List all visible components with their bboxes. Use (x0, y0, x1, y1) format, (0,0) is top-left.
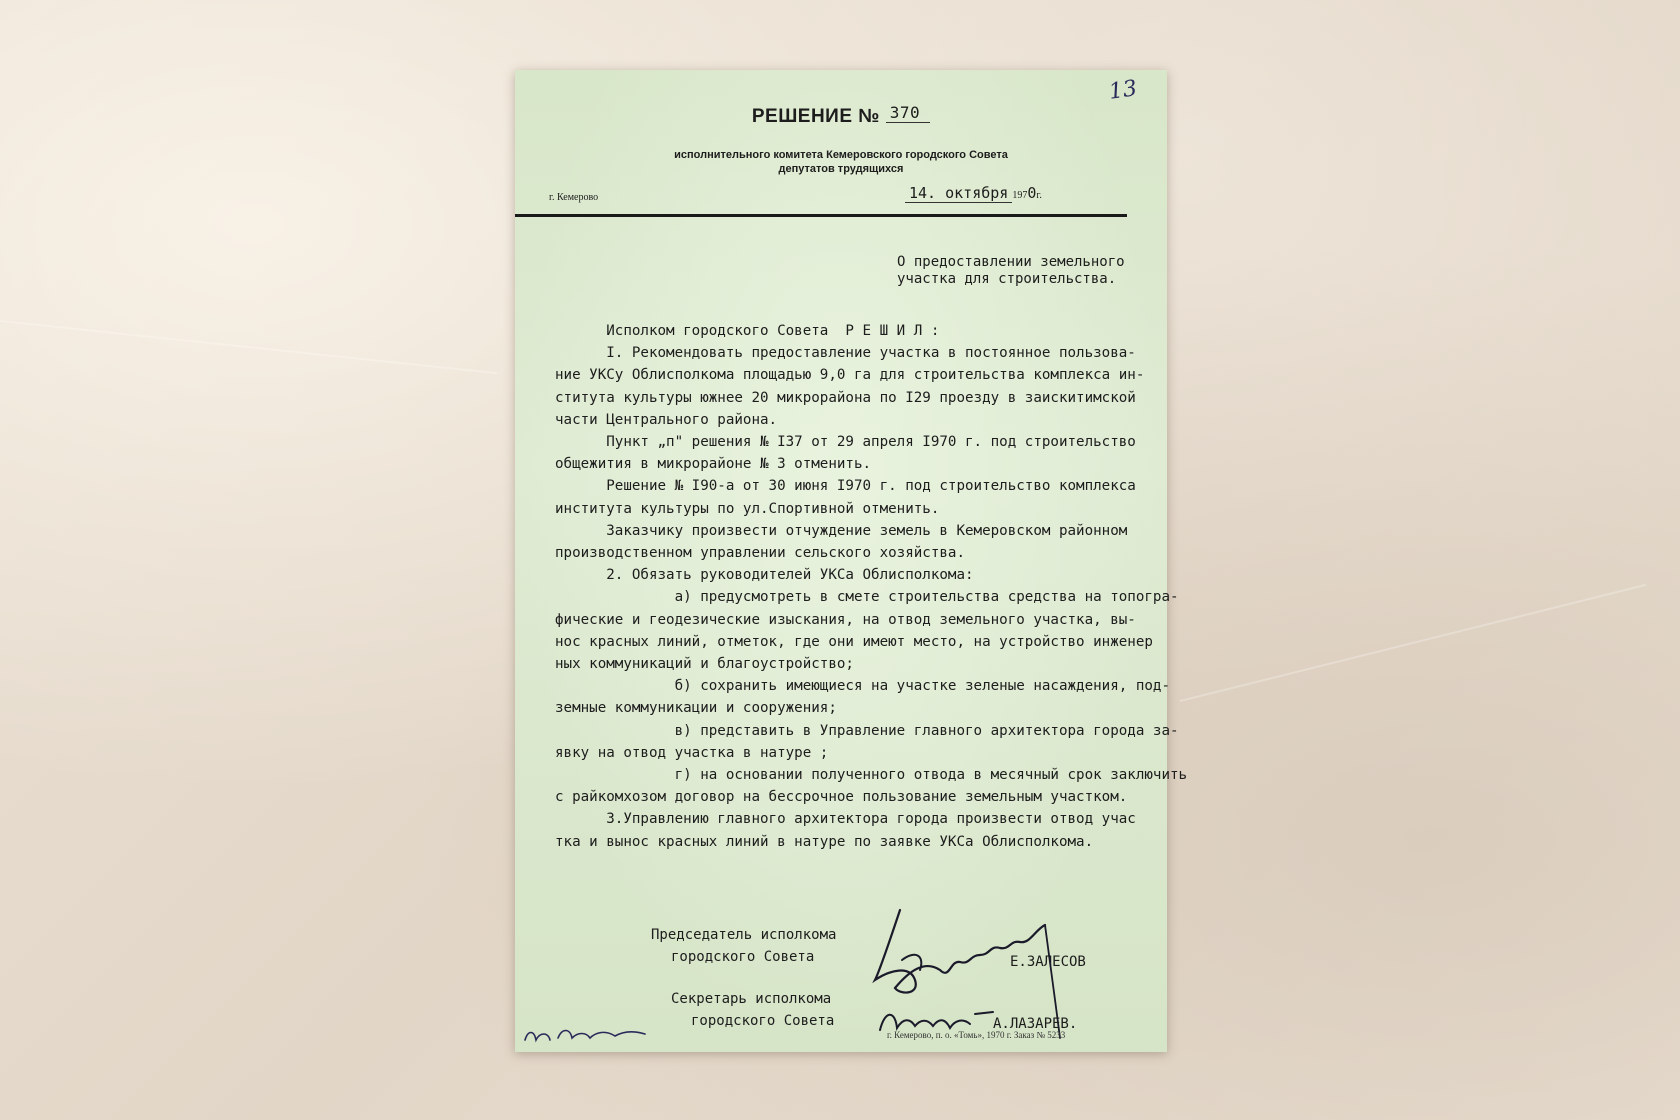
body-line: Заказчику произвести отчуждение земель в Кемеровском районном (555, 522, 1128, 539)
issuer-block (515, 148, 1167, 176)
body-line: института культуры по ул.Спортивной отменить. (555, 500, 940, 517)
body-line: I. Рекомендовать предоставление участка в постоянное пользова- (555, 345, 1136, 362)
date-year-prefix: 197 (1012, 190, 1028, 201)
body-line: а) предусмотреть в смете строительства средства на топогра- (555, 589, 1179, 606)
body-line: с райкомхозом договор на бессрочное пользование земельным участком. (555, 789, 1128, 806)
secretary-title-line-1: Секретарь исполкома (671, 991, 832, 1007)
print-footer: г. Кемерово, п. о. «Томь», 1970 г. Заказ № 5233 (887, 1030, 1066, 1040)
subject-line-1: О предоставлении земельного (897, 254, 1125, 270)
chairman-title-line-2: городского Совета (671, 949, 815, 965)
chairman-name: Е.ЗАЛЕСОВ (1010, 954, 1086, 970)
body-line: общежития в микрорайоне № 3 отменить. (555, 456, 872, 473)
body-line: Решение № I90-а от 30 июня I970 г. под строительство комплекса (555, 478, 1136, 495)
decision-body (555, 320, 1188, 853)
subject-line-2: участка для строительства. (897, 271, 1117, 287)
body-line: ние УКСу Облисполкома площадью 9,0 га для строительства комплекса ин- (555, 367, 1145, 384)
subject-block (897, 254, 1125, 288)
body-line: тка и вынос красных линий в натуре по заявке УКСа Облисполкома. (555, 833, 1094, 850)
body-line: земные коммуникации и сооружения; (555, 700, 837, 717)
date-year-abbr: г. (1036, 190, 1042, 201)
decision-number: 370 (886, 103, 930, 123)
handwritten-page-number: 13 (1107, 76, 1139, 105)
body-line: г) на основании полученного отвода в месячный срок заключить (555, 767, 1188, 784)
chairman-title (651, 924, 836, 968)
document-page (515, 70, 1188, 1052)
body-line: ститута культуры южнее 20 микрорайона по I29 проезду в заискитимской (555, 389, 1136, 406)
date-day-month: 14. октября (905, 184, 1012, 203)
body-line: 3.Управлению главного архитектора города произвести отвод учас (555, 811, 1136, 828)
body-line: явку на отвод участка в натуре ; (555, 744, 829, 761)
issuer-line-1: исполнительного комитета Кемеровского городского Совета (674, 149, 1008, 161)
margin-initials (520, 1010, 650, 1050)
body-line: производственном управлении сельского хозяйства. (555, 545, 965, 562)
secretary-title (671, 988, 834, 1032)
body-line: части Центрального района. (555, 411, 778, 428)
body-line: 2. Обязать руководителей УКСа Облисполкома: (555, 567, 974, 584)
body-line: нос красных линий, отметок, где они имеют место, на устройство инженер (555, 633, 1153, 650)
issuer-line-2: депутатов трудящихся (778, 163, 904, 175)
secretary-name: А.ЛАЗАРЕВ. (993, 1016, 1078, 1032)
paper-crease (1180, 584, 1646, 702)
decision-title (515, 103, 1167, 128)
body-line: в) представить в Управление главного архитектора города за- (555, 722, 1179, 739)
body-line: ных коммуникаций и благоустройство; (555, 656, 854, 673)
secretary-title-line-2: городского Совета (691, 1013, 835, 1029)
header-divider (515, 214, 1127, 217)
chairman-signature (870, 870, 1090, 1070)
body-line: б) сохранить имеющиеся на участке зеленые насаждения, под- (555, 678, 1170, 695)
chairman-title-line-1: Председатель исполкома (651, 927, 837, 943)
date-year-suffix: 0 (1027, 184, 1037, 202)
paper-crease (0, 320, 497, 374)
body-line: Пункт „п" решения № I37 от 29 апреля I970 г. под строительство (555, 434, 1136, 451)
body-line: Исполком городского Совета Р Е Ш И Л : (555, 323, 940, 339)
decision-date (905, 184, 1042, 203)
body-line: фические и геодезические изыскания, на отвод земельного участка, вы- (555, 611, 1136, 628)
city: г. Кемерово (549, 192, 599, 203)
title-text: РЕШЕНИЕ № (751, 106, 880, 127)
